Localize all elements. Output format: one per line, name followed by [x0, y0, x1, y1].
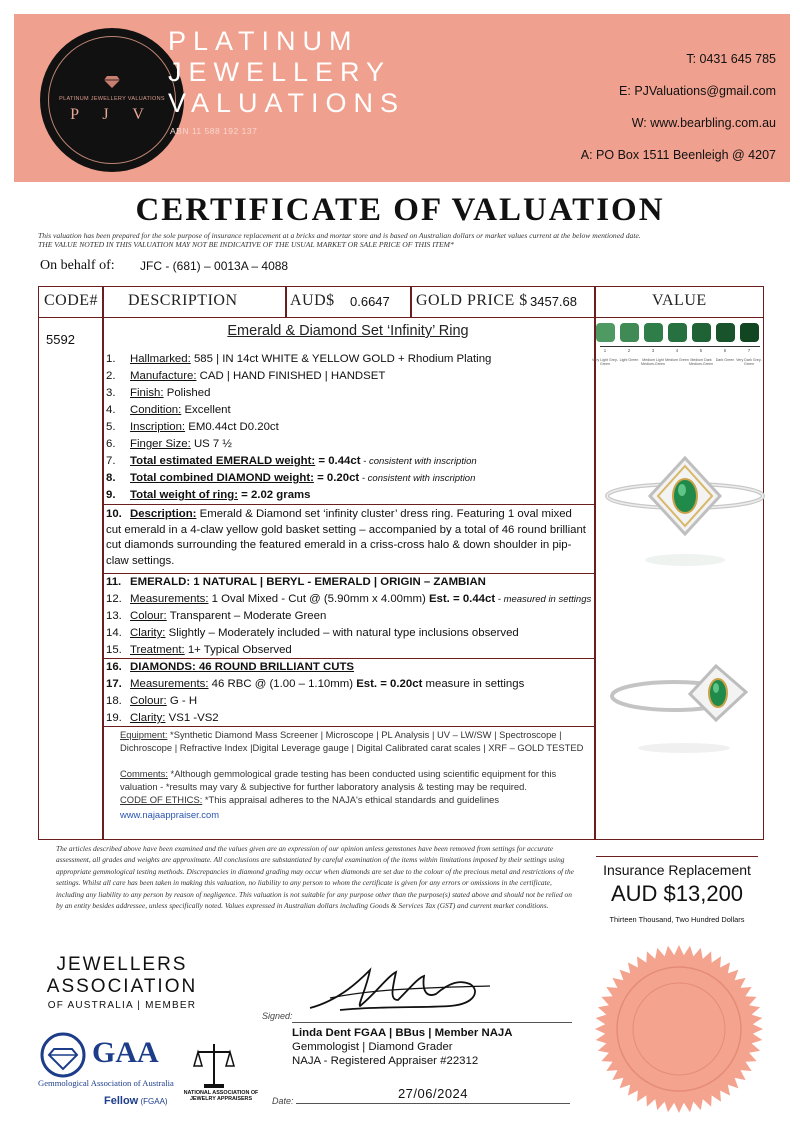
header-code: CODE# — [44, 292, 99, 309]
detail-line-ring-weight: 9. Total weight of ring: = 2.02 grams — [106, 489, 311, 501]
certificate-title: CERTIFICATE OF VALUATION — [135, 192, 665, 228]
detail-line-inscription: 5. Inscription: EM0.44ct D0.20ct — [106, 421, 279, 433]
swatch-3 — [644, 323, 663, 342]
detail-line-hallmark: 1. Hallmarked: 585 | IN 14ct WHITE & YELLOW GOLD + Rhodium Plating — [106, 353, 492, 365]
emerald-measurements: 12. Measurements: 1 Oval Mixed - Cut @ (5.90mm x 4.00mm) Est. = 0.44ct - measured in settings — [106, 593, 592, 605]
header-value: VALUE — [652, 292, 707, 309]
diamonds-heading: 16. DIAMONDS: 46 ROUND BRILLIANT CUTS — [106, 661, 355, 673]
behalf-label: On behalf of: — [40, 258, 115, 273]
disclaimer: This valuation has been prepared for the sole purpose of insurance replacement at a bricks and mortar store and is based on Australian dollars or market values current at the below mentioned date. THE VALUE NOTED IN THIS VALUATION MAY NOT BE INDICATIVE OF THE USUAL MARKET OR SALE PRICE OF THIS ITEM* — [38, 231, 641, 249]
swatch-label-7: Very Dark Grey-Green — [736, 358, 762, 366]
swatch-6 — [716, 323, 735, 342]
swatch-label-6: Dark Green — [715, 358, 735, 362]
scales-of-justice-icon — [192, 1040, 236, 1090]
abn-number: ABN 11 588 192 137 — [170, 126, 258, 136]
diamonds-measurements: 17. Measurements: 46 RBC @ (1.00 – 1.10mm) Est. = 0.20ct measure in settings — [106, 678, 525, 690]
insurance-value-words: Thirteen Thousand, Two Hundred Dollars — [609, 915, 745, 924]
detail-line-finger-size: 6. Finger Size: US 7 ½ — [106, 438, 232, 450]
swatch-1 — [596, 323, 615, 342]
detail-line-condition: 4. Condition: Excellent — [106, 404, 231, 416]
naja-website-link[interactable]: www.najaappraiser.com — [120, 809, 220, 820]
pjv-logo — [40, 28, 184, 172]
swatch-label-1: Very Light Grey-Green — [592, 358, 618, 366]
legal-disclaimer: The articles described above have been examined and the values given are an expression of our opinion unless gemstones have been removed from settings for accurate assessment, all grades and weights are approximate. All conclusions are substantiated by careful examination of the items within limitations imposed by their settings using appropriate gemmological testing methods. Discrepancies in diamond grading may occur when diamonds are set due to the colour of the precious metal and restrictions of the settings. Whilst all care has been taken in making this valuation, no liability to any person to whom the certificate is given for any errors or omissions in the certificate, including any liability to any person by reason of negligence. This valuation is not suitable for any purpose other than the purpose(s) stated above and should not be relied on by an entity besides addressee, unless specifically noted. Values expressed in Australian dollars including Goods & Services Tax (GST) and current market conditions. — [56, 844, 574, 911]
header-aud-value: 0.6647 — [350, 294, 390, 309]
naja-logo-text: NATIONAL ASSOCIATION OF JEWELRY APPRAISERS — [183, 1090, 259, 1103]
contact-address: A: PO Box 1511 Beenleigh @ 4207 — [580, 148, 776, 162]
swatch-label-4: Medium Green — [665, 358, 689, 362]
contact-phone: T: 0431 645 785 — [686, 52, 776, 66]
swatch-label-5: Medium Dark Medium-Green — [689, 358, 713, 366]
signer-details: Linda Dent FGAA | BBus | Member NAJA Gemmologist | Diamond Grader NAJA - Registered Appraiser #22312 — [292, 1027, 513, 1067]
date-value: 27/06/2024 — [397, 1086, 469, 1101]
emerald-heading: 11. EMERALD: 1 NATURAL | BERYL - EMERALD | ORIGIN – ZAMBIAN — [106, 576, 486, 588]
ring-photo-top — [600, 448, 770, 583]
signed-label: Signed: — [262, 1011, 293, 1021]
comments-note: Comments: *Although gemmological grade testing has been conducted using scientific equipment for this valuation - *results may vary & subjective for further laboratory analysis & testing may be required. — [120, 768, 557, 792]
ethics-note: CODE OF ETHICS: *This appraisal adheres to the NAJA's ethical standards and guidelines — [120, 794, 500, 805]
insurance-value: AUD $13,200 — [610, 881, 744, 906]
contact-website[interactable]: W: www.bearbling.com.au — [631, 116, 776, 130]
date-line — [296, 1103, 570, 1104]
fellow-badge: Fellow (FGAA) — [104, 1095, 168, 1107]
gaa-full-name: Gemmological Association of Australia — [38, 1078, 174, 1088]
swatch-2 — [620, 323, 639, 342]
swatch-5 — [692, 323, 711, 342]
signature-line — [292, 1022, 572, 1023]
diamonds-clarity: 19. Clarity: VS1 -VS2 — [106, 712, 219, 724]
handwritten-signature — [300, 960, 510, 1020]
detail-line-diamond-weight: 8. Total combined DIAMOND weight: = 0.20ct - consistent with inscription — [106, 472, 476, 484]
header-description: DESCRIPTION — [128, 292, 238, 309]
header-aud-label: AUD$ — [290, 292, 335, 309]
detail-line-finish: 3. Finish: Polished — [106, 387, 211, 399]
swatch-4 — [668, 323, 687, 342]
jewellers-association-logo: JEWELLERS ASSOCIATION OF AUSTRALIA | MEMBER — [46, 954, 198, 1011]
date-label: Date: — [272, 1096, 294, 1106]
header-gold-label: GOLD PRICE $ — [416, 292, 528, 309]
equipment-note: Equipment: *Synthetic Diamond Mass Screener | Microscope | PL Analysis | UV – LW/SW | Spectroscope | Dichroscope | Refractive Index |Digital Leverage gauge | Digital Calibrated carat scales | XRF – GOLD TESTED — [120, 729, 584, 753]
insurance-title: Insurance Replacement — [603, 862, 751, 878]
detail-line-emerald-weight: 7. Total estimated EMERALD weight: = 0.44ct - consistent with inscription — [106, 455, 477, 467]
brand-name: PLATINUM JEWELLERY VALUATIONS — [168, 26, 406, 118]
swatch-label-2: Light Green — [619, 358, 639, 362]
ring-photo-side — [604, 656, 764, 766]
swatch-label-3: Medium Light Medium-Green — [641, 358, 665, 366]
embossed-seal — [594, 944, 764, 1114]
gaa-logo-text: GAA — [92, 1036, 159, 1069]
logo-caption: PLATINUM JEWELLERY VALUATIONS — [59, 96, 165, 102]
contact-email[interactable]: E: PJValuations@gmail.com — [619, 84, 776, 98]
behalf-value: JFC - (681) – 0013A – 4088 — [140, 259, 289, 273]
emerald-colour: 13. Colour: Transparent – Moderate Green — [106, 610, 327, 622]
item-title: Emerald & Diamond Set ‘Infinity’ Ring — [227, 323, 469, 339]
detail-line-manufacture: 2. Manufacture: CAD | HAND FINISHED | HANDSET — [106, 370, 386, 382]
emerald-treatment: 15. Treatment: 1+ Typical Observed — [106, 644, 292, 656]
gaa-diamond-icon — [40, 1032, 86, 1078]
diamonds-colour: 18. Colour: G - H — [106, 695, 198, 707]
emerald-clarity: 14. Clarity: Slightly – Moderately included – with natural type inclusions observed — [106, 627, 519, 639]
swatch-7 — [740, 323, 759, 342]
item-description: 10. Description: Emerald & Diamond set ‘infinity cluster’ dress ring. Featuring 1 oval mixed cut emerald in a 4-claw yellow gold basket setting – accompanied by a total of 46 round brilliant cut diamonds surrounding the featured emerald in a criss-cross halo & down shoulder in pip-claw settings. — [106, 508, 586, 567]
header-gold-value: 3457.68 — [530, 294, 577, 309]
logo-monogram: P J V — [70, 106, 154, 123]
item-code: 5592 — [46, 332, 75, 347]
